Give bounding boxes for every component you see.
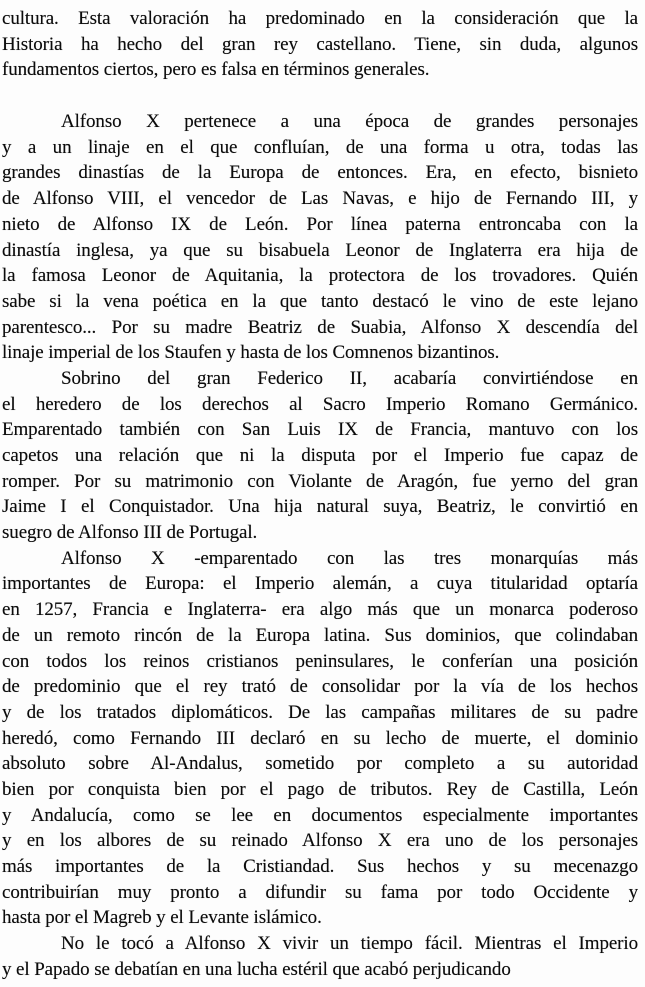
text-line-content: Emparentado también con San Luis IX de Francia, mantuvo con los <box>2 419 638 441</box>
text-line <box>2 469 638 495</box>
paragraph <box>2 109 638 366</box>
text-line <box>2 854 638 880</box>
text-line-content: Alfonso X pertenece a una época de grandes personajes <box>61 111 638 133</box>
text-line-content: heredó, como Fernando III declaró en su lecho de muerte, el dominio <box>2 727 638 749</box>
text-line <box>2 751 638 777</box>
text-line <box>2 777 638 803</box>
text-line-content: No le tocó a Alfonso X vivir un tiempo fácil. Mientras el Imperio <box>61 933 638 955</box>
text-line-content: de Alfonso VIII, el vencedor de Las Navas, e hijo de Fernando III, y <box>2 188 638 210</box>
text-line-content: linaje imperial de los Staufen y hasta de los Comnenos bizantinos. <box>2 342 500 364</box>
text-line <box>2 520 638 546</box>
text-line-content: la famosa Leonor de Aquitania, la protectora de los trovadores. Quién <box>2 265 638 287</box>
text-line <box>2 443 638 469</box>
text-line <box>2 905 638 931</box>
text-line <box>2 931 638 957</box>
text-line <box>2 315 638 341</box>
text-line-content: grandes dinastías de la Europa de entonces. Era, en efecto, bisnieto <box>2 162 638 184</box>
text-line <box>2 957 638 983</box>
text-line-content: contribuirían muy pronto a difundir su fama por todo Occidente y <box>2 881 638 903</box>
text-line-content: y a un linaje en el que confluían, de una forma u otra, todas las <box>2 136 638 158</box>
text-line-content: y el Papado se debatían en una lucha estéril que acabó perjudicando <box>2 958 511 980</box>
text-line <box>2 417 638 443</box>
text-line <box>2 238 638 264</box>
text-line-content: con todos los reinos cristianos peninsulares, le conferían una posición <box>2 650 638 672</box>
text-line <box>2 340 638 366</box>
body-text <box>2 6 638 982</box>
text-line-content: Sobrino del gran Federico II, acabaría convirtiéndose en <box>61 367 638 389</box>
text-line <box>2 212 638 238</box>
text-line-content: suegro de Alfonso III de Portugal. <box>2 522 258 544</box>
text-line <box>2 597 638 623</box>
text-line <box>2 828 638 854</box>
text-line-content: Alfonso X -emparentado con las tres monarquías más <box>61 547 638 569</box>
text-line-content: el heredero de los derechos al Sacro Imperio Romano Germánico. <box>2 393 638 415</box>
text-line <box>2 623 638 649</box>
text-line-content: importantes de Europa: el Imperio alemán, a cuya titularidad optaría <box>2 573 638 595</box>
text-line-content: en 1257, Francia e Inglaterra- era algo más que un monarca poderoso <box>2 599 638 621</box>
text-line <box>2 726 638 752</box>
text-line-content: de un remoto rincón de la Europa latina. Sus dominios, que colindaban <box>2 624 638 646</box>
text-line <box>2 674 638 700</box>
text-line-content: y de los tratados diplomáticos. De las campañas militares de su padre <box>2 701 638 723</box>
text-line-content: Jaime I el Conquistador. Una hija natural suya, Beatriz, le convirtió en <box>2 496 638 518</box>
text-line <box>2 57 638 83</box>
text-line <box>2 880 638 906</box>
text-line-content: parentesco... Por su madre Beatriz de Suabia, Alfonso X descendía del <box>2 316 638 338</box>
text-line-content: dinastía inglesa, ya que su bisabuela Leonor de Inglaterra era hija de <box>2 239 638 261</box>
text-line-content: bien por conquista bien por el pago de tributos. Rey de Castilla, León <box>2 778 638 800</box>
text-line-content: hasta por el Magreb y el Levante islámico. <box>2 907 322 929</box>
text-line-content: más importantes de la Cristiandad. Sus hechos y su mecenazgo <box>2 856 638 877</box>
text-line-content: Historia ha hecho del gran rey castellano. Tiene, sin duda, algunos <box>2 33 638 55</box>
text-line-content: de predominio que el rey trató de consolidar por la vía de los hechos <box>2 676 638 698</box>
text-line <box>2 392 638 418</box>
text-line <box>2 289 638 315</box>
text-line-content: y Andalucía, como se lee en documentos especialmente importantes <box>2 804 638 826</box>
text-line <box>2 700 638 726</box>
text-line-content: capetos una relación que ni la disputa por el Imperio fue capaz de <box>2 445 638 466</box>
text-line-content: romper. Por su matrimonio con Violante de Aragón, fue yerno del gran <box>2 470 638 492</box>
text-line <box>2 494 638 520</box>
text-line <box>2 366 638 392</box>
paragraph <box>2 931 638 982</box>
paragraph <box>2 366 638 546</box>
text-line <box>2 263 638 289</box>
text-line-content: absoluto sobre Al-Andalus, sometido por completo a su autoridad <box>2 753 638 775</box>
text-line <box>2 32 638 58</box>
text-line <box>2 160 638 186</box>
text-line-content: nieto de Alfonso IX de León. Por línea paterna entroncaba con la <box>2 213 638 235</box>
text-line <box>2 6 638 32</box>
text-line <box>2 803 638 829</box>
text-line-content: sabe si la vena poética en la que tanto destacó le vino de este lejano <box>2 290 638 312</box>
text-line <box>2 135 638 161</box>
paragraph <box>2 6 638 83</box>
text-line <box>2 546 638 572</box>
text-line <box>2 571 638 597</box>
text-line-content: cultura. Esta valoración ha predominado en la consideración que la <box>2 8 638 29</box>
text-line <box>2 649 638 675</box>
text-line-content: y en los albores de su reinado Alfonso X era uno de los personajes <box>2 830 638 852</box>
paragraph <box>2 546 638 931</box>
text-line-content: fundamentos ciertos, pero es falsa en términos generales. <box>2 59 430 81</box>
text-line <box>2 109 638 135</box>
text-line <box>2 186 638 212</box>
